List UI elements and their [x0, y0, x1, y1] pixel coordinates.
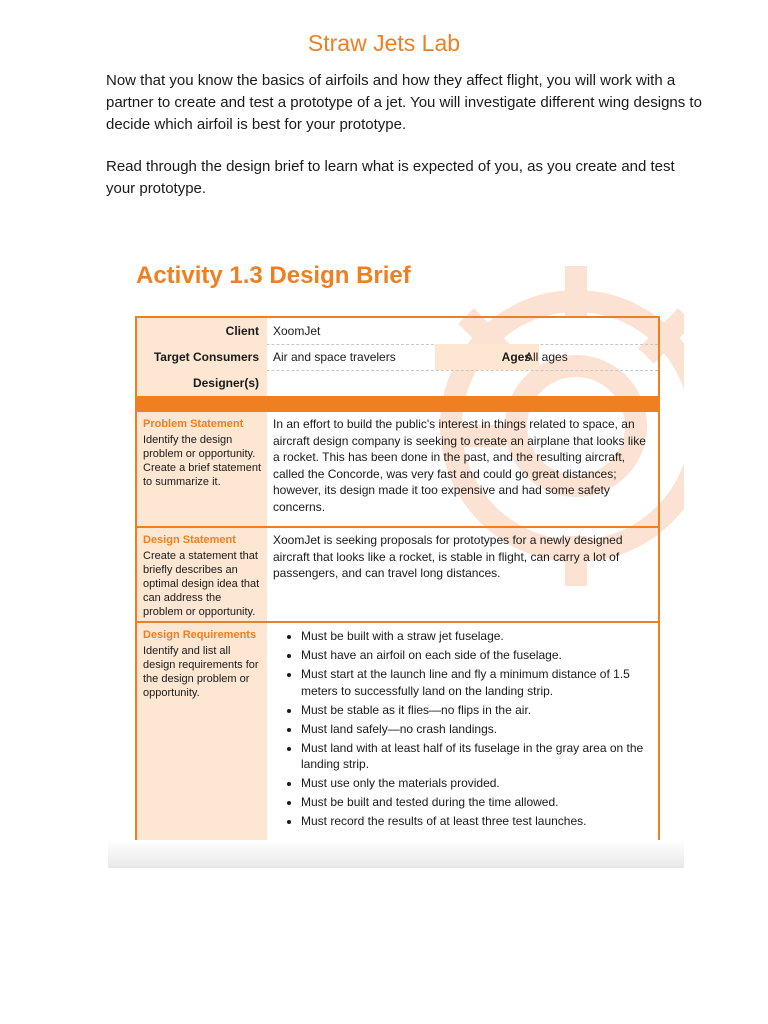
design-brief-image	[108, 256, 684, 868]
requirements-section	[137, 621, 658, 848]
requirement-item: • Must be stable as it flies—no flips in the air.	[301, 702, 652, 719]
design-heading: Design Statement	[143, 534, 236, 546]
client-value: XoomJet	[273, 324, 321, 338]
problem-section	[137, 410, 658, 526]
requirement-item: • Must have an airfoil on each side of the fuselage.	[301, 647, 652, 664]
problem-heading: Problem Statement	[143, 418, 244, 430]
client-label: Client	[137, 318, 267, 344]
requirements-heading: Design Requirements	[143, 629, 257, 641]
requirement-item: • Must record the results of at least three test launches.	[301, 813, 652, 830]
requirement-item: • Must be built and tested during the time allowed.	[301, 794, 652, 811]
consumers-label: Target Consumers	[137, 344, 267, 370]
requirement-item: • Must land safely—no crash landings.	[301, 721, 652, 738]
requirement-item: • Must start at the launch line and fly a minimum distance of 1.5 meters to successfully land on the landing strip.	[301, 666, 652, 699]
requirement-item: • Must use only the materials provided.	[301, 775, 652, 792]
requirement-item: • Must land with at least half of its fuselage in the gray area on the landing strip.	[301, 740, 652, 773]
requirements-list	[273, 628, 652, 830]
requirements-label-cell	[137, 623, 267, 848]
requirements-cell	[267, 623, 658, 836]
instructions-paragraph: Read through the design brief to learn what is expected of you, as you create and test your prototype.	[106, 158, 675, 197]
design-description: Create a statement that briefly describes an optimal design idea that can address the problem or opportunity.	[143, 550, 260, 618]
requirements-description: Identify and list all design requirements for the design problem or opportunity.	[143, 645, 259, 699]
section-divider-bar	[137, 396, 658, 410]
designers-row	[137, 370, 658, 397]
problem-description: Identify the design problem or opportunity. Create a brief statement to summarize it.	[143, 434, 262, 488]
page-title: Straw Jets Lab	[307, 30, 461, 56]
ages-label: Ages	[435, 344, 539, 370]
consumers-row	[137, 344, 658, 371]
requirement-item: • Must be built with a straw jet fuselage.	[301, 628, 652, 645]
problem-text: In an effort to build the public's interest in things related to space, an aircraft design company is seeking to create an airplane that looks like a rocket. This has been done in the past, and the resulting aircraft, called the Concorde, was very fast and could go great distances; however, its design made it too expensive and had some safety concerns.	[273, 417, 646, 514]
design-text: XoomJet is seeking proposals for prototypes for a newly designed aircraft that looks like a rocket, is stable in flight, can carry a lot of passengers, and can travel long distances.	[273, 533, 623, 580]
ages-value: All ages	[525, 350, 568, 364]
designers-label: Designer(s)	[137, 370, 267, 396]
design-section	[137, 526, 658, 621]
brief-title: Activity 1.3 Design Brief	[136, 262, 411, 289]
design-label-cell	[137, 528, 267, 621]
consumers-value: Air and space travelers	[273, 350, 396, 364]
design-brief-table	[135, 316, 660, 850]
image-bottom-shadow	[108, 840, 684, 868]
intro-paragraph: Now that you know the basics of airfoils and how they affect flight, you will work with a partner to create and test a prototype of a jet. You will investigate different wing designs to decide which airfoil is best for your prototype.	[106, 72, 702, 133]
client-row	[137, 318, 658, 345]
problem-label-cell	[137, 412, 267, 526]
